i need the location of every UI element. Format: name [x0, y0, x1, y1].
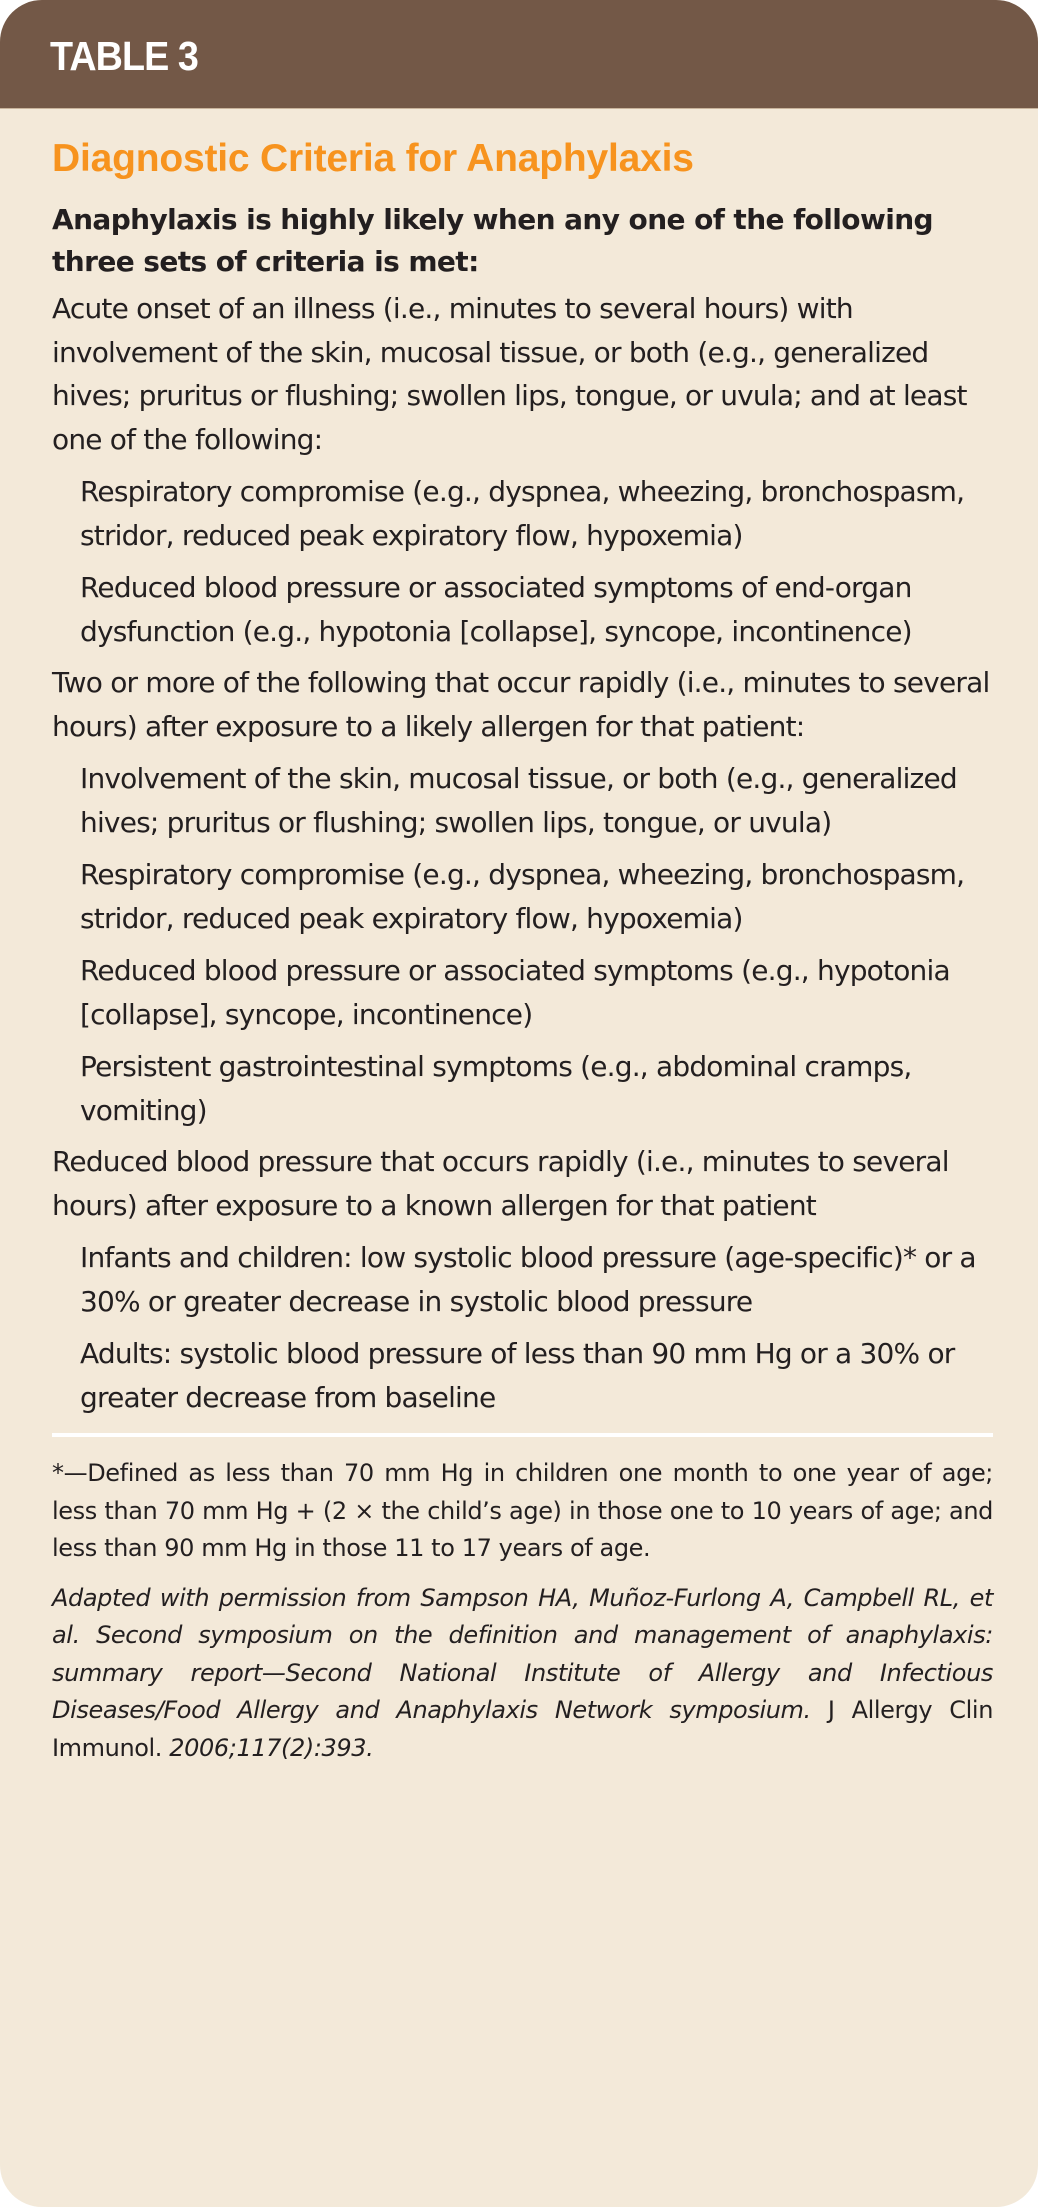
criterion-1	[52, 287, 993, 653]
criterion-item: Reduced blood pressure or associated symptoms of end-organ dysfunction (e.g., hypotonia [collapse], syncope, incontinence)	[80, 571, 912, 648]
criterion-text: Reduced blood pressure that occurs rapidly (i.e., minutes to several hours) after exposure to a known allergen for that patient	[52, 1145, 949, 1222]
citation-volume: 2006;117(2):393.	[169, 1733, 374, 1762]
criterion-item: Infants and children: low systolic blood pressure (age-specific)* or a 30% or greater decrease in systolic blood pressure	[80, 1241, 976, 1318]
criterion-text: Two or more of the following that occur rapidly (i.e., minutes to several hours) after exposure to a likely allergen for that patient:	[52, 666, 990, 743]
criterion-text: Acute onset of an illness (i.e., minutes to several hours) with involvement of the skin, mucosal tissue, or both (e.g., generalized hives; pruritus or flushing; swollen lips, tongue, or uvula; and at least one of the following:	[52, 292, 967, 456]
table-label: TABLE 3	[50, 32, 198, 79]
criterion-2	[52, 661, 993, 1132]
criterion-item: Reduced blood pressure or associated symptoms (e.g., hypotonia [collapse], syncope, incontinence)	[80, 954, 950, 1031]
criterion-item: Adults: systolic blood pressure of less than 90 mm Hg or a 30% or greater decrease from baseline	[80, 1337, 955, 1414]
criterion-item: Respiratory compromise (e.g., dyspnea, wheezing, bronchospasm, stridor, reduced peak expiratory flow, hypoxemia)	[80, 858, 965, 935]
citation-text: Adapted with permission from Sampson HA, Muñoz-Furlong A, Campbell RL, et al. Second symposium on the definition and management of anaphylaxis: summary report—Second National Institute of Allergy and Infectious Diseases/Food Allergy and Anaphylaxis Network symposium.	[52, 1583, 993, 1724]
footnote: *—Defined as less than 70 mm Hg in children one month to one year of age; less than 70 mm Hg + (2 × the child’s age) in those one to 10 years of age; and less than 90 mm Hg in those 11 to 17 years of age.	[52, 1459, 993, 1562]
criterion-3	[52, 1140, 993, 1419]
lead-statement: Anaphylaxis is highly likely when any one of the following three sets of criteria is met:	[52, 203, 933, 278]
criterion-item: Respiratory compromise (e.g., dyspnea, wheezing, bronchospasm, stridor, reduced peak expiratory flow, hypoxemia)	[80, 475, 965, 552]
criteria-list	[52, 287, 993, 1419]
divider	[52, 1433, 993, 1437]
citation	[52, 1580, 993, 1768]
criterion-item: Persistent gastrointestinal symptoms (e.g., abdominal cramps, vomiting)	[80, 1050, 912, 1127]
table-title: Diagnostic Criteria for Anaphylaxis	[52, 137, 694, 180]
citation-journal: J Allergy Clin Immunol.	[52, 1696, 994, 1762]
criterion-item: Involvement of the skin, mucosal tissue, or both (e.g., generalized hives; pruritus or flushing; swollen lips, tongue, or uvula)	[80, 762, 957, 839]
table-content	[0, 135, 1038, 1767]
table-header	[0, 0, 1038, 109]
